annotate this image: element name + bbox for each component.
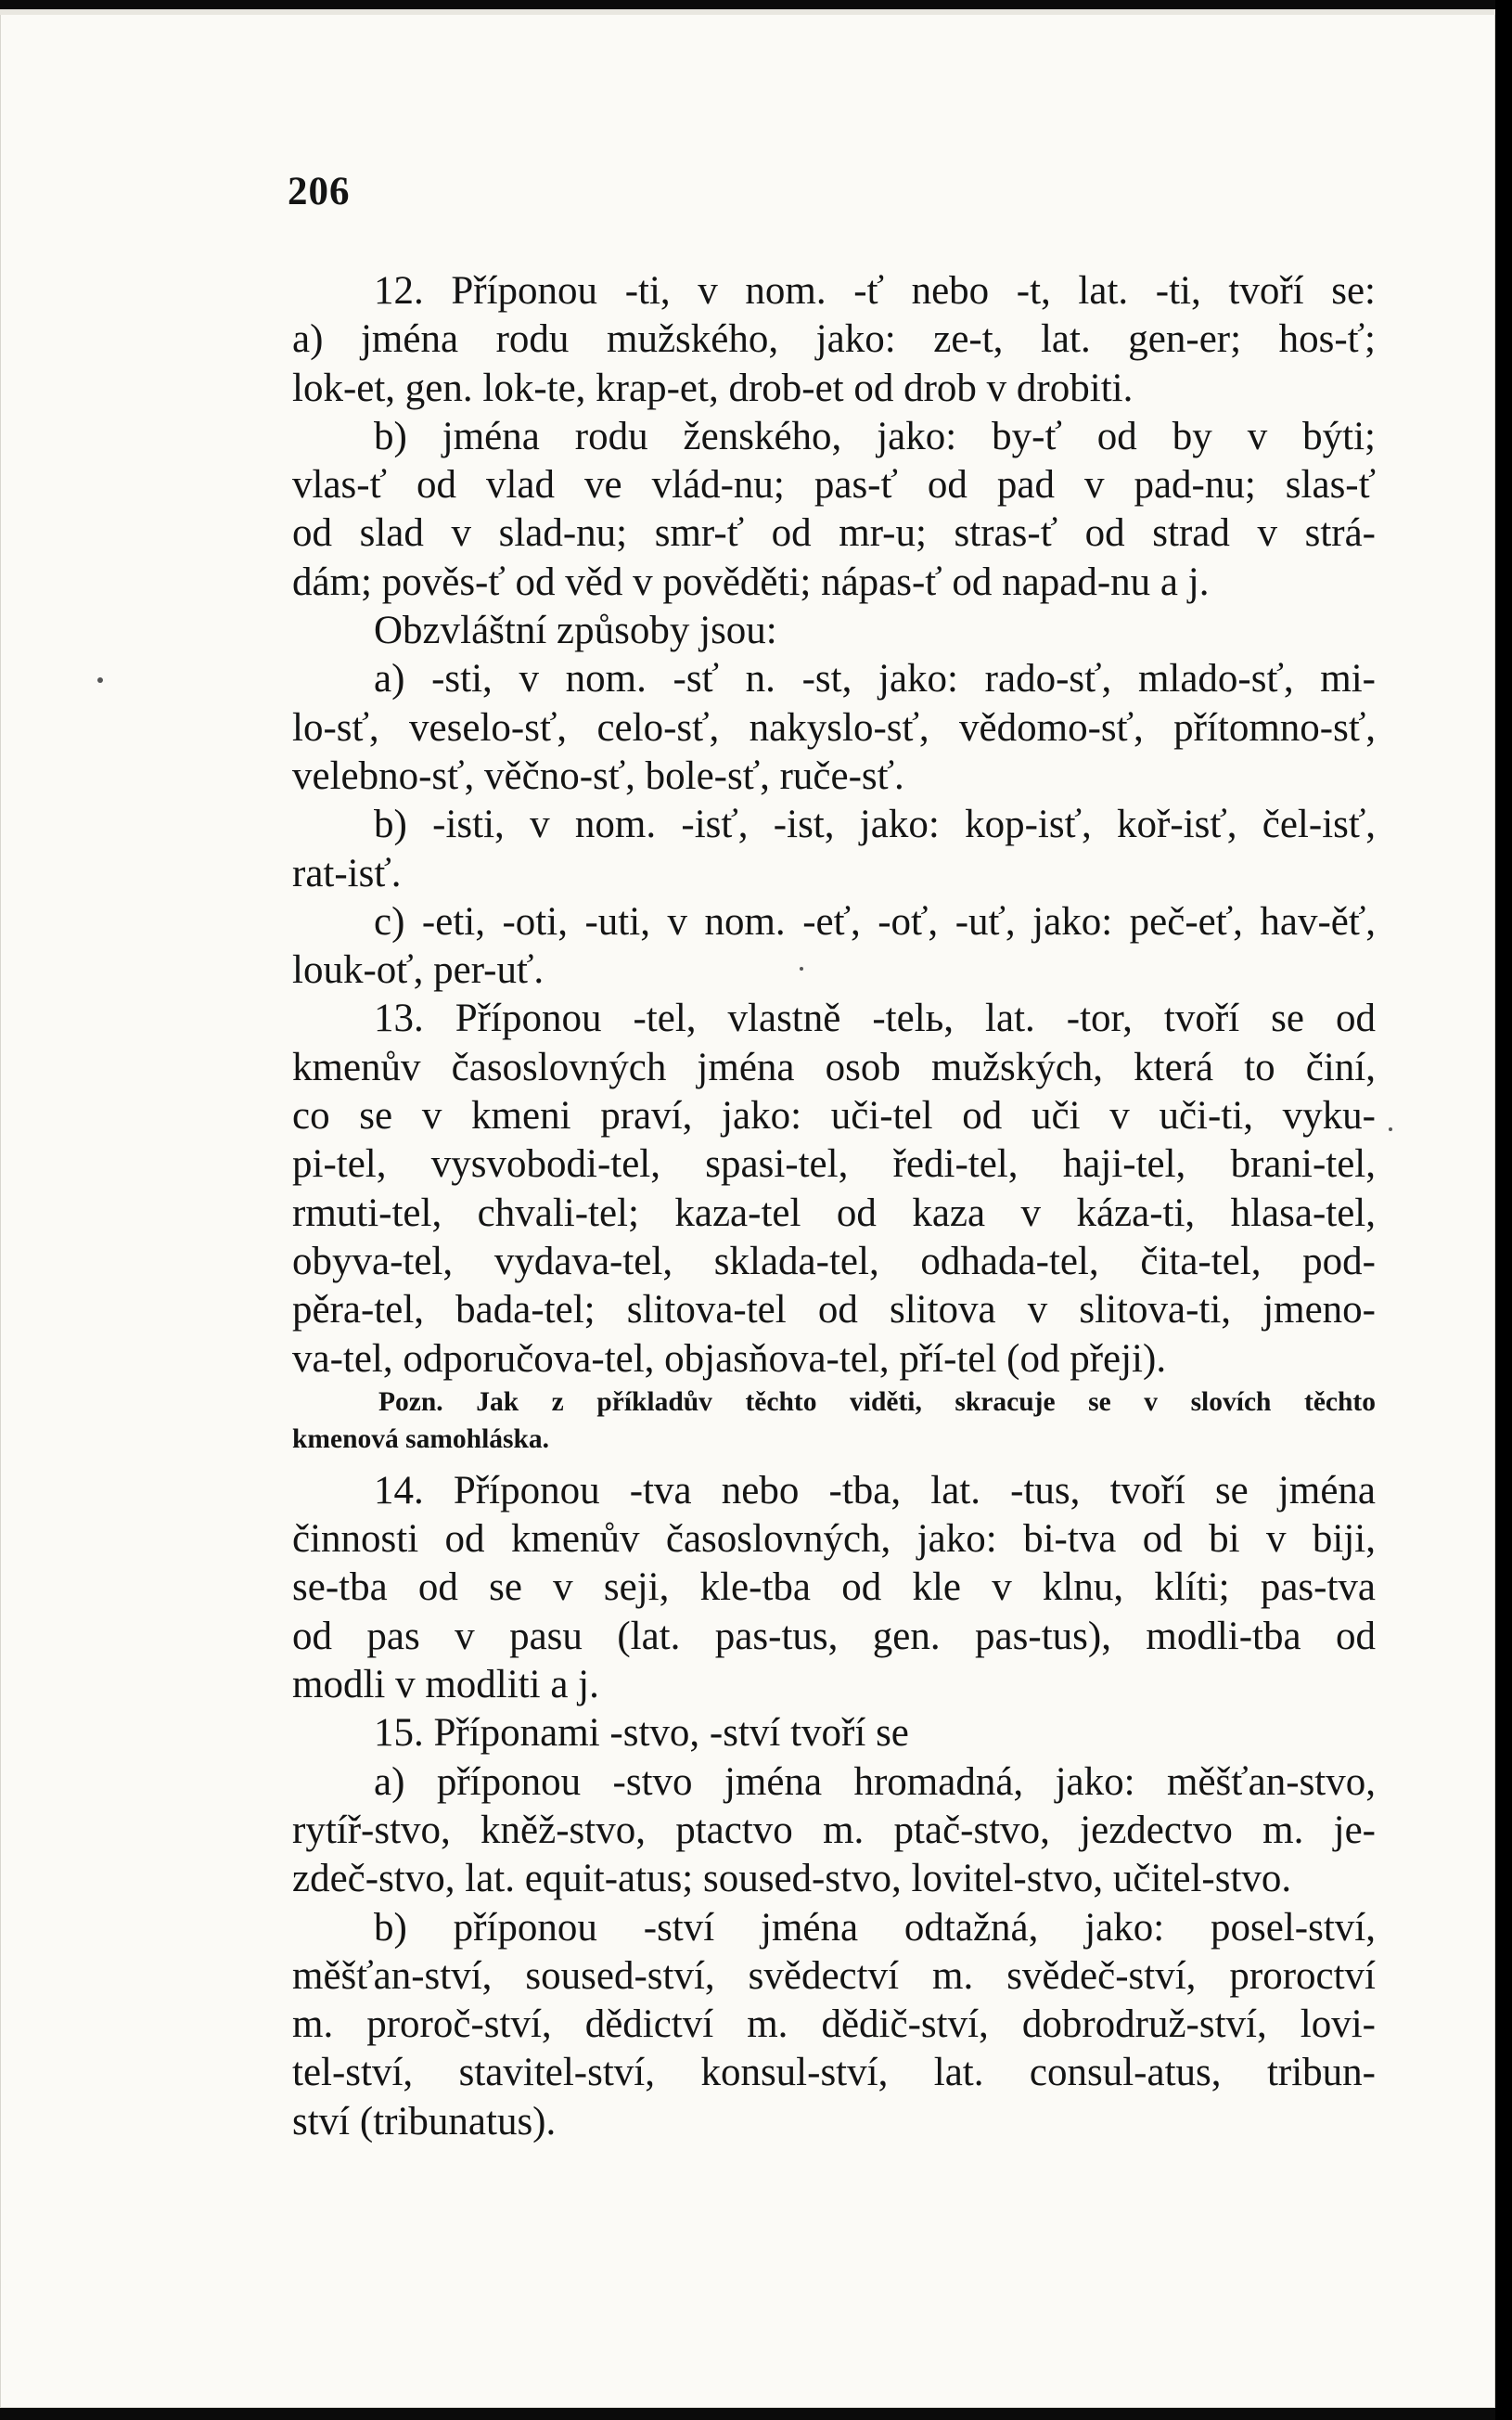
text-line: co se v kmeni praví, jako: uči-tel od uči v uči-ti, vyku- (292, 1094, 1376, 1139)
text-line: obyva-tel, vydava-tel, sklada-tel, odhada-tel, čita-tel, pod- (292, 1239, 1376, 1283)
text-line: od pas v pasu (lat. pas-tus, gen. pas-tus), modli-tba od (292, 1614, 1376, 1658)
text-line: m. proroč-ství, dědictví m. dědič-ství, dobrodruž-ství, lovi- (292, 2002, 1376, 2047)
text-line: vlas-ť od vlad ve vlád-nu; pas-ť od pad v pad-nu; slas-ť (292, 463, 1376, 508)
text-line: lo-sť, veselo-sť, celo-sť, nakyslo-sť, vědomo-sť, přítomno-sť, (292, 705, 1376, 750)
paragraph (292, 1904, 1376, 2146)
paragraph (292, 1467, 1376, 1709)
text-line: kmenová samohláska. (292, 1423, 550, 1454)
text-line: tel-ství, stavitel-ství, konsul-ství, lat. consul-atus, tribun- (292, 2051, 1376, 2095)
text-line: 13. Příponou -tel, vlastně -telь, lat. -tor, tvoří se od (374, 997, 1376, 1041)
text-line: b) jména rodu ženského, jako: by-ť od by v býti; (374, 414, 1376, 458)
paragraph (292, 607, 1376, 655)
paragraph (292, 655, 1376, 801)
scan-speck (97, 677, 103, 683)
paragraph (292, 267, 1376, 413)
text-line: a) příponou -stvo jména hromadná, jako: měšťan-stvo, (374, 1759, 1376, 1804)
paragraph (292, 995, 1376, 1383)
text-line: rytíř-stvo, kněž-stvo, ptactvo m. ptač-stvo, jezdectvo m. je- (292, 1808, 1376, 1852)
text-line: dám; pověs-ť od věd v pověděti; nápas-ť od napad-nu a j. (292, 560, 1210, 604)
page-number: 206 (288, 170, 351, 213)
text-line: činnosti od kmenův časoslovných, jako: bi-tva od bi v biji, (292, 1517, 1376, 1562)
text-line: 12. Příponou -ti, v nom. -ť nebo -t, lat. -ti, tvoří se: (374, 269, 1376, 313)
text-line: pěra-tel, bada-tel; slitova-tel od slitova v slitova-ti, jmeno- (292, 1288, 1376, 1332)
scan-edge (1495, 0, 1512, 2420)
text-line: va-tel, odporučova-tel, objasňova-tel, pří-tel (od přeji). (292, 1336, 1167, 1381)
footnote (292, 1384, 1376, 1458)
paragraph (292, 1758, 1376, 1904)
text-line: měšťan-ství, soused-ství, svědectví m. svědeč-ství, proroctví (292, 1953, 1376, 1998)
text-line: rat-isť. (292, 851, 402, 895)
page-body (292, 267, 1376, 2146)
text-line: ství (tribunatus). (292, 2099, 557, 2143)
text-line: pi-tel, vysvobodi-tel, spasi-tel, ředi-tel, haji-tel, brani-tel, (292, 1142, 1376, 1187)
text-line: velebno-sť, věčno-sť, bole-sť, ruče-sť. (292, 753, 904, 798)
paragraph (292, 1709, 1376, 1757)
paragraph (292, 413, 1376, 607)
text-line: 14. Příponou -tva nebo -tba, lat. -tus, tvoří se jména (374, 1468, 1376, 1512)
text-line: se-tba od se v seji, kle-tba od kle v klnu, klíti; pas-tva (292, 1565, 1376, 1610)
text-line: a) jména rodu mužského, jako: ze-t, lat. gen-er; hos-ť; (292, 317, 1376, 362)
text-line: b) příponou -ství jména odtažná, jako: posel-ství, (374, 1905, 1376, 1950)
text-line: zdeč-stvo, lat. equit-atus; soused-stvo, lovitel-stvo, učitel-stvo. (292, 1857, 1292, 1901)
text-line: Obzvláštní způsoby jsou: (374, 609, 777, 653)
paragraph (292, 898, 1376, 996)
text-line: lok-et, gen. lok-te, krap-et, drob-et od drob v drobiti. (292, 366, 1134, 410)
paragraph (292, 801, 1376, 898)
text-line: modli v modliti a j. (292, 1663, 599, 1707)
text-line: louk-oť, per-uť. (292, 948, 545, 993)
text-line: od slad v slad-nu; smr-ť od mr-u; stras-ť od strad v strá- (292, 511, 1376, 556)
text-line: Pozn. Jak z příkladův těchto viděti, skracuje se v slovích těchto (378, 1386, 1376, 1417)
text-line: kmenův časoslovných jména osob mužských, která to činí, (292, 1045, 1376, 1089)
text-line: 15. Příponami -stvo, -ství tvoří se (374, 1711, 909, 1756)
text-line: c) -eti, -oti, -uti, v nom. -eť, -oť, -uť, jako: peč-eť, hav-ěť, (374, 899, 1376, 944)
text-line: a) -sti, v nom. -sť n. -st, jako: rado-sť, mlado-sť, mi- (374, 657, 1376, 702)
scan-speck (1389, 1127, 1392, 1131)
text-line: b) -isti, v nom. -isť, -ist, jako: kop-isť, koř-isť, čel-isť, (374, 803, 1376, 847)
text-line: rmuti-tel, chvali-tel; kaza-tel od kaza v káza-ti, hlasa-tel, (292, 1191, 1376, 1235)
